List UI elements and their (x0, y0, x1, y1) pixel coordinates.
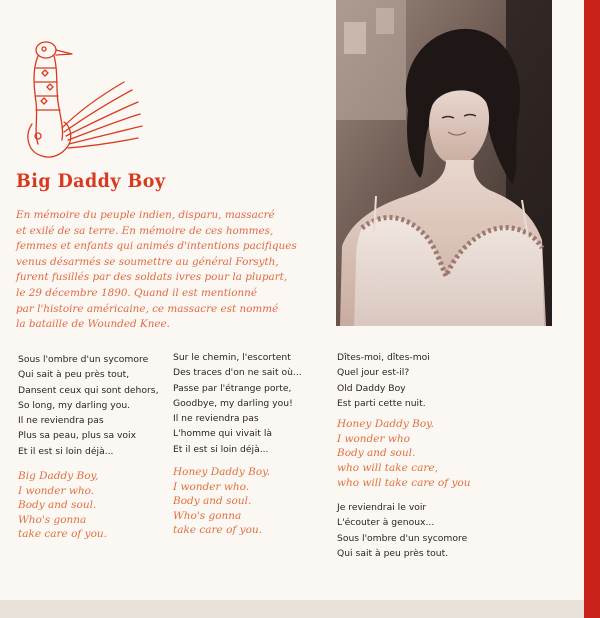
intro-line: furent fusillés par des soldats ivres pour la plupart, (16, 271, 288, 284)
chorus-line: Who's gonna (173, 509, 242, 522)
booklet-spine (584, 0, 600, 618)
lyric-line: So long, my darling you. (18, 399, 131, 411)
chorus-line: take care of you. (173, 524, 263, 537)
lyric-line: Quel jour est-il? (337, 367, 410, 379)
lyric-line: Old Daddy Boy (337, 382, 406, 394)
chorus-handwritten (173, 465, 333, 538)
chorus-line: Honey Daddy Boy. (337, 418, 435, 431)
song-title: Big Daddy Boy (16, 170, 166, 192)
lyric-line: Et il est si loin déjà... (173, 443, 269, 455)
chorus-line: I wonder who. (18, 484, 95, 497)
lyric-line: Est parti cette nuit. (337, 397, 426, 409)
intro-line: et exilé de sa terre. En mémoire de ces hommes, (16, 224, 274, 237)
intro-line: par l'histoire américaine, ce massacre est nommé (16, 302, 279, 315)
page-bottom-edge (0, 600, 584, 618)
chorus-line: Honey Daddy Boy. (173, 466, 271, 479)
lyric-line: Sous l'ombre d'un sycomore (337, 532, 468, 544)
chorus-handwritten (337, 417, 497, 490)
intro-line: En mémoire du peuple indien, disparu, massacré (16, 209, 275, 221)
lyrics-column-1 (18, 352, 178, 548)
intro-line: venus désarmés se soumettre au général Forsyth, (16, 255, 279, 268)
intro-line: femmes et enfants qui animés d'intentions pacifiques (16, 240, 297, 253)
lyric-line: Qui sait à peu près tout. (337, 548, 449, 560)
chorus-line: who will take care, (337, 461, 438, 474)
lyric-line: Goodbye, my darling you! (173, 397, 293, 409)
lyrics-column-2 (173, 350, 333, 544)
lyric-line: L'écouter à genoux... (337, 517, 435, 529)
lyric-line: Et il est si loin déjà... (18, 445, 114, 457)
chorus-handwritten (18, 469, 178, 542)
intro-line: la bataille de Wounded Knee. (16, 318, 170, 331)
lyric-line: Qui sait à peu près tout, (18, 369, 130, 381)
lyric-line: Je reviendrai le voir (337, 502, 427, 514)
chorus-line: Big Daddy Boy, (18, 470, 99, 483)
chorus-line: Who's gonna (18, 513, 87, 526)
chorus-line: I wonder who. (173, 480, 250, 493)
intro-line: le 29 décembre 1890. Quand il est mentionné (16, 286, 257, 299)
lyric-line: Passe par l'étrange porte, (173, 382, 292, 394)
chorus-line: Body and soul. (18, 499, 97, 512)
lyric-line: Des traces d'on ne sait où... (173, 367, 302, 379)
lyric-line: Il ne reviendra pas (173, 413, 259, 425)
lyric-line: L'homme qui vivait là (173, 428, 273, 440)
chorus-line: Body and soul. (337, 447, 416, 460)
lyric-line: Sous l'ombre d'un sycomore (18, 354, 149, 365)
bird-illustration (14, 40, 144, 170)
portrait-photo (336, 0, 552, 326)
chorus-line: Body and soul. (173, 495, 252, 508)
chorus-line: I wonder who (337, 432, 410, 445)
intro-dedication (16, 208, 328, 333)
lyric-line: Dîtes-moi, dîtes-moi (337, 352, 430, 363)
chorus-line: take care of you. (18, 528, 108, 541)
lyric-line: Sur le chemin, l'escortent (173, 352, 291, 363)
lyric-line: Il ne reviendra pas (18, 415, 104, 427)
lyrics-column-3 (337, 350, 497, 561)
lyric-line: Dansent ceux qui sont dehors, (18, 384, 159, 396)
lyric-line: Plus sa peau, plus sa voix (18, 430, 137, 442)
chorus-line: who will take care of you (337, 476, 471, 489)
